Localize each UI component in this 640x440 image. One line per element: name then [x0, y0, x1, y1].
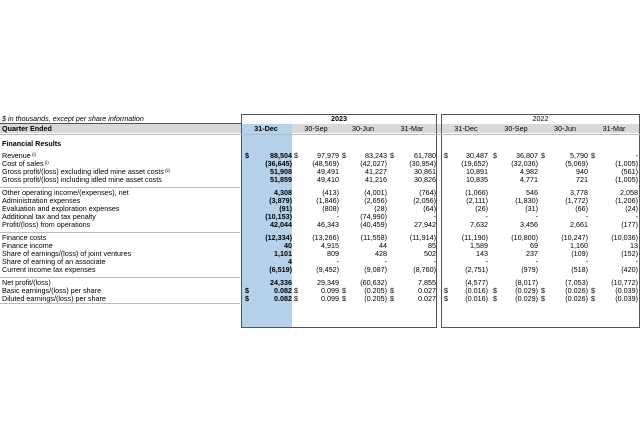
- dollar-sign: $: [390, 151, 394, 160]
- table-cell: 4: [288, 257, 292, 266]
- dollar-sign: $: [342, 151, 346, 160]
- table-cell: (36,645): [265, 159, 292, 168]
- dollar-sign: $: [541, 286, 545, 295]
- table-cell: (2,056): [413, 196, 436, 205]
- row-separator: [0, 232, 240, 233]
- table-cell: (5,069): [565, 159, 588, 168]
- table-cell: 88,504: [270, 151, 292, 160]
- table-cell: 61,780: [414, 151, 436, 160]
- table-cell: (10,153): [265, 212, 292, 221]
- dollar-sign: $: [390, 286, 394, 295]
- table-cell: 502: [424, 249, 436, 258]
- column-header: 31-Dec: [254, 124, 278, 133]
- row-label: Share of earnings/(loss) of joint ventures: [2, 249, 132, 258]
- table-cell: (60,632): [360, 278, 387, 287]
- column-header: 31-Dec: [454, 124, 478, 133]
- footnote-marker: (i): [30, 152, 37, 157]
- section-title: Financial Results: [2, 139, 62, 148]
- table-cell: (66): [575, 204, 588, 213]
- row-label: Administration expenses: [2, 196, 81, 205]
- table-cell: (109): [571, 249, 588, 258]
- table-cell: (8,017): [515, 278, 538, 287]
- table-cell: 30,861: [414, 167, 436, 176]
- dollar-sign: $: [591, 286, 595, 295]
- dollar-sign: $: [294, 151, 298, 160]
- table-cell: -: [585, 212, 588, 221]
- column-header: 30-Sep: [304, 124, 328, 133]
- year-header-row: [0, 114, 640, 123]
- dollar-sign: $: [541, 151, 545, 160]
- table-cell: 13: [630, 241, 638, 250]
- table-cell: (2,751): [465, 265, 488, 274]
- table-cell: 97,979: [317, 151, 339, 160]
- table-cell: -: [635, 257, 638, 266]
- dollar-sign: $: [444, 151, 448, 160]
- column-header: 31-Mar: [602, 124, 626, 133]
- table-cell: (1,206): [615, 196, 638, 205]
- table-cell: 1,101: [274, 249, 292, 258]
- table-cell: (0.039): [615, 294, 638, 303]
- table-cell: -: [535, 257, 538, 266]
- table-cell: 4,308: [274, 188, 292, 197]
- table-cell: 0.082: [274, 294, 292, 303]
- table-cell: (413): [322, 188, 339, 197]
- table-cell: (10,800): [511, 233, 538, 242]
- table-cell: (808): [322, 204, 339, 213]
- table-cell: 85: [428, 241, 436, 250]
- table-cell: (0.029): [515, 286, 538, 295]
- table-cell: 143: [476, 249, 488, 258]
- table-cell: (10,036): [611, 233, 638, 242]
- table-cell: (19,652): [461, 159, 488, 168]
- table-cell: (1,846): [316, 196, 339, 205]
- row-separator: [0, 277, 240, 278]
- row-label: Additional tax and tax penalty: [2, 212, 96, 221]
- table-cell: (42,027): [360, 159, 387, 168]
- table-cell: 721: [576, 175, 588, 184]
- table-cell: -: [384, 257, 387, 266]
- table-cell: 5,790: [570, 151, 588, 160]
- section-title-row: [0, 139, 640, 148]
- dollar-sign: $: [342, 294, 346, 303]
- row-label: Evaluation and exploration expenses: [2, 204, 120, 213]
- units-note: $ in thousands, except per share information: [2, 114, 144, 123]
- table-cell: 4,915: [321, 241, 339, 250]
- table-cell: 0.099: [321, 286, 339, 295]
- row-label: Other operating income/(expenses), net: [2, 188, 129, 197]
- quarter-ended-label: Quarter Ended: [2, 124, 52, 133]
- table-cell: (24): [625, 204, 638, 213]
- dollar-sign: $: [591, 294, 595, 303]
- table-cell: 40: [284, 241, 292, 250]
- table-cell: 4,982: [520, 167, 538, 176]
- table-cell: (31): [525, 204, 538, 213]
- table-cell: (0.016): [465, 286, 488, 295]
- year-2023-label: 2023: [331, 114, 347, 123]
- dollar-sign: $: [541, 294, 545, 303]
- table-cell: 940: [576, 167, 588, 176]
- table-cell: (152): [621, 249, 638, 258]
- row-separator: [0, 134, 640, 135]
- table-row: [0, 265, 640, 274]
- year-2022-label: 2022: [532, 114, 549, 123]
- table-cell: (11,914): [409, 233, 436, 242]
- row-label: Diluted earnings/(loss) per share: [2, 294, 106, 303]
- table-cell: (10,247): [561, 233, 588, 242]
- table-cell: 30,487: [466, 151, 488, 160]
- table-cell: 3,456: [520, 220, 538, 229]
- table-cell: 7,855: [418, 278, 436, 287]
- table-cell: 1,160: [570, 241, 588, 250]
- table-cell: 1,589: [470, 241, 488, 250]
- table-cell: 44: [379, 241, 387, 250]
- table-cell: (9,087): [364, 265, 387, 274]
- column-header: 30-Jun: [554, 124, 576, 133]
- table-cell: (0.205): [364, 286, 387, 295]
- table-cell: (12,334): [265, 233, 292, 242]
- row-label: Finance costs: [2, 233, 47, 242]
- dollar-sign: $: [444, 286, 448, 295]
- table-cell: (1,005): [615, 159, 638, 168]
- table-cell: 237: [526, 249, 538, 258]
- column-header: 31-Mar: [400, 124, 424, 133]
- table-cell: 30,826: [414, 175, 436, 184]
- table-cell: 0.027: [418, 286, 436, 295]
- row-label: Gross profit/(loss) including idled mine asset costs: [2, 175, 162, 184]
- table-cell: 42,044: [270, 220, 292, 229]
- table-cell: 83,243: [365, 151, 387, 160]
- table-cell: 546: [526, 188, 538, 197]
- table-cell: (1,830): [515, 196, 538, 205]
- table-cell: 10,835: [466, 175, 488, 184]
- row-label: Revenue $^{(i)}$: [2, 151, 37, 160]
- table-cell: 0.027: [418, 294, 436, 303]
- table-cell: 46,343: [317, 220, 339, 229]
- dollar-sign: $: [591, 151, 595, 160]
- table-cell: (7,053): [565, 278, 588, 287]
- table-cell: (518): [571, 265, 588, 274]
- row-label: Basic earnings/(loss) per share: [2, 286, 102, 295]
- row-label: Current income tax expenses: [2, 265, 96, 274]
- table-cell: (64): [423, 204, 436, 213]
- footnote-marker: (i): [43, 160, 49, 165]
- table-cell: 24,336: [270, 278, 292, 287]
- table-cell: 10,891: [466, 167, 488, 176]
- table-cell: (13,266): [312, 233, 339, 242]
- table-row: [0, 294, 640, 303]
- row-label: Share of earning of an associate: [2, 257, 106, 266]
- table-cell: (177): [621, 220, 638, 229]
- table-cell: -: [485, 257, 488, 266]
- table-cell: -: [336, 257, 339, 266]
- table-row: [0, 220, 640, 229]
- row-separator: [0, 303, 240, 304]
- dollar-sign: $: [245, 286, 249, 295]
- table-cell: -: [433, 257, 436, 266]
- footnote-marker: (ii): [163, 168, 171, 173]
- table-cell: (74,990): [360, 212, 387, 221]
- table-cell: (1,772): [565, 196, 588, 205]
- table-row: [0, 175, 640, 184]
- column-header-row: [0, 124, 640, 133]
- row-label: Profit/(loss) from operations: [2, 220, 91, 229]
- table-cell: (0.039): [615, 286, 638, 295]
- dollar-sign: $: [245, 151, 249, 160]
- table-cell: (0.026): [565, 294, 588, 303]
- table-cell: (6,519): [269, 265, 292, 274]
- table-cell: 51,908: [270, 167, 292, 176]
- row-label: Cost of sales $^{(i)}$: [2, 159, 49, 168]
- table-cell: (48,569): [312, 159, 339, 168]
- table-cell: 2,058: [620, 188, 638, 197]
- table-cell: -: [433, 212, 436, 221]
- table-cell: 7,632: [470, 220, 488, 229]
- table-cell: 69: [530, 241, 538, 250]
- table-cell: (1,005): [615, 175, 638, 184]
- table-cell: (26): [475, 204, 488, 213]
- table-cell: 41,227: [365, 167, 387, 176]
- dollar-sign: $: [294, 286, 298, 295]
- table-cell: (4,001): [364, 188, 387, 197]
- dollar-sign: $: [493, 286, 497, 295]
- table-cell: -: [585, 257, 588, 266]
- table-cell: (0.016): [465, 294, 488, 303]
- table-cell: 29,349: [317, 278, 339, 287]
- table-cell: (3,879): [269, 196, 292, 205]
- table-cell: (979): [521, 265, 538, 274]
- table-cell: 4,771: [520, 175, 538, 184]
- table-cell: 27,942: [414, 220, 436, 229]
- dollar-sign: $: [294, 294, 298, 303]
- table-cell: (1,066): [465, 188, 488, 197]
- row-separator: [0, 187, 240, 188]
- table-cell: (11,190): [461, 233, 488, 242]
- table-cell: (0.029): [515, 294, 538, 303]
- table-cell: (764): [419, 188, 436, 197]
- table-cell: 51,859: [270, 175, 292, 184]
- table-cell: 428: [375, 249, 387, 258]
- table-cell: (8,760): [413, 265, 436, 274]
- table-cell: (28): [374, 204, 387, 213]
- table-cell: (32,036): [511, 159, 538, 168]
- table-cell: (4,577): [465, 278, 488, 287]
- row-label: Finance income: [2, 241, 53, 250]
- table-cell: (11,558): [360, 233, 387, 242]
- table-cell: -: [635, 151, 638, 160]
- dollar-sign: $: [342, 286, 346, 295]
- table-cell: 49,410: [317, 175, 339, 184]
- row-label: Gross profit/(loss) excluding idled mine asset costs $^{(ii)}$: [2, 167, 171, 176]
- table-cell: 0.099: [321, 294, 339, 303]
- table-cell: (10,772): [611, 278, 638, 287]
- dollar-sign: $: [493, 294, 497, 303]
- table-cell: -: [635, 212, 638, 221]
- table-cell: -: [485, 212, 488, 221]
- column-header: 30-Sep: [504, 124, 528, 133]
- table-cell: (420): [621, 265, 638, 274]
- row-label: Net profit/(loss): [2, 278, 51, 287]
- table-cell: (91): [279, 204, 292, 213]
- table-cell: 2,661: [570, 220, 588, 229]
- table-cell: (561): [621, 167, 638, 176]
- table-cell: -: [336, 212, 339, 221]
- dollar-sign: $: [444, 294, 448, 303]
- table-cell: 36,807: [516, 151, 538, 160]
- dollar-sign: $: [493, 151, 497, 160]
- dollar-sign: $: [390, 294, 394, 303]
- table-cell: (30,954): [409, 159, 436, 168]
- table-cell: 3,778: [570, 188, 588, 197]
- table-cell: (0.205): [364, 294, 387, 303]
- dollar-sign: $: [245, 294, 249, 303]
- table-cell: (2,656): [364, 196, 387, 205]
- table-cell: 809: [327, 249, 339, 258]
- column-header: 30-Jun: [352, 124, 374, 133]
- table-cell: 41,216: [365, 175, 387, 184]
- table-cell: (9,452): [316, 265, 339, 274]
- table-cell: 0.082: [274, 286, 292, 295]
- table-cell: 49,491: [317, 167, 339, 176]
- table-cell: (2,111): [466, 196, 488, 205]
- table-cell: (40,459): [360, 220, 387, 229]
- table-cell: (0.026): [565, 286, 588, 295]
- table-cell: -: [535, 212, 538, 221]
